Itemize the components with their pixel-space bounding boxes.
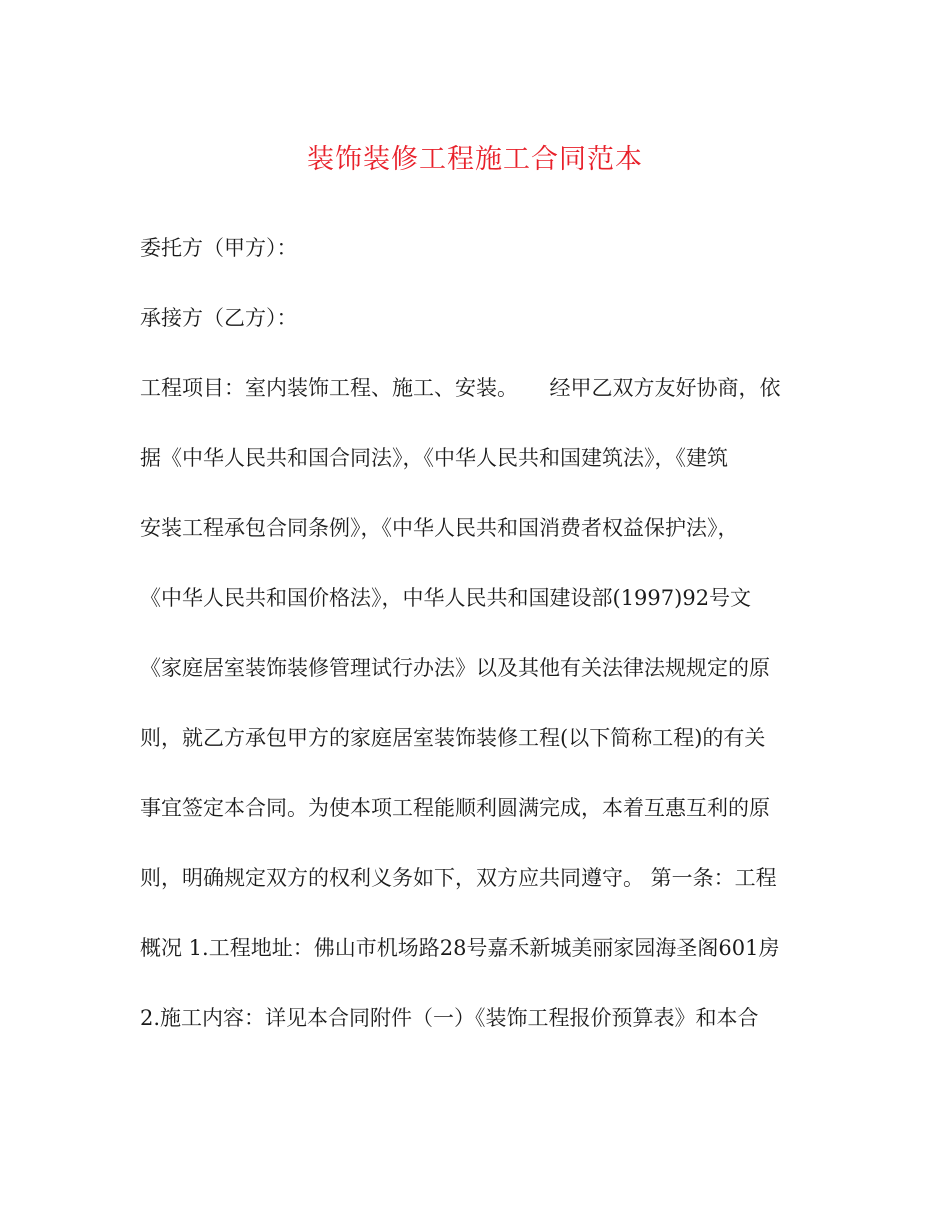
- text-line: 概况 1.工程地址：佛山市机场路28号嘉禾新城美丽家园海圣阁601房: [140, 936, 780, 960]
- document-title: 装饰装修工程施工合同范本: [307, 144, 643, 175]
- text-line: 事宜签定本合同。为使本项工程能顺利圆满完成，本着互惠互利的原: [140, 796, 770, 820]
- text-line: 《家庭居室装饰装修管理试行办法》以及其他有关法律法规规定的原: [140, 656, 770, 680]
- text-line: 安装工程承包合同条例》，《中华人民共和国消费者权益保护法》，: [140, 516, 739, 540]
- party-b-line: 承接方（乙方）：: [140, 306, 298, 330]
- party-a-line: 委托方（甲方）：: [140, 236, 298, 260]
- text-line: 2.施工内容：详见本合同附件（一）《装饰工程报价预算表》和本合: [140, 1006, 759, 1030]
- document-body: [140, 228, 820, 1068]
- text-line: 据《中华人民共和国合同法》，《中华人民共和国建筑法》，《建筑: [140, 446, 728, 470]
- text-line: 则，就乙方承包甲方的家庭居室装饰装修工程(以下简称工程)的有关: [140, 726, 766, 750]
- text-line: 《中华人民共和国价格法》，中华人民共和国建设部(1997)92号文: [140, 586, 752, 610]
- text-line: 则，明确规定双方的权利义务如下，双方应共同遵守。 第一条：工程: [140, 866, 777, 890]
- text-line: 工程项目：室内装饰工程、施工、安装。 经甲乙双方友好协商，依: [140, 376, 781, 400]
